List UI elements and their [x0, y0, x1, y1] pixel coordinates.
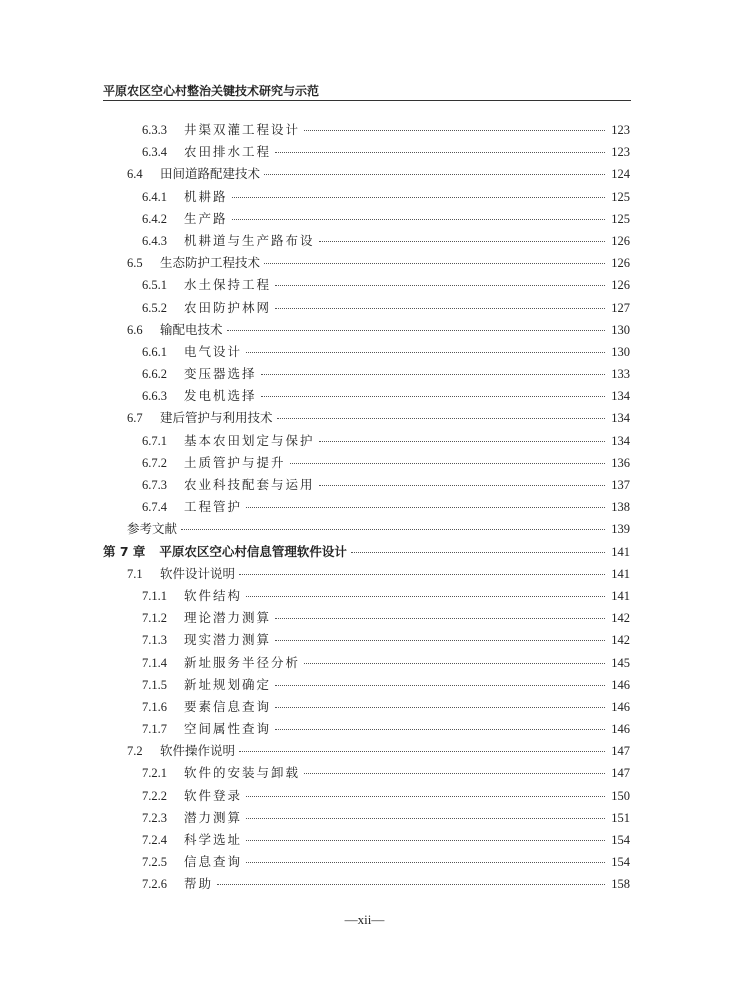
- toc-entry-page: 126: [611, 278, 630, 293]
- toc-entry-page: 124: [611, 167, 630, 182]
- toc-entry-number: 6.5: [127, 256, 143, 271]
- dot-leader: [264, 174, 605, 175]
- toc-entry-number: 6.7.1: [142, 433, 167, 448]
- toc-entry-page: 142: [611, 611, 630, 626]
- toc-entry-number: 6.6.1: [142, 344, 167, 359]
- dot-leader: [319, 241, 605, 242]
- dot-leader: [275, 685, 605, 686]
- toc-entry[interactable]: [103, 608, 630, 630]
- toc-entry-page: 154: [611, 855, 630, 870]
- dot-leader: [261, 396, 605, 397]
- toc-entry[interactable]: [103, 741, 630, 763]
- dot-leader: [304, 130, 605, 131]
- toc-entry-title: 农田防护林网: [184, 299, 272, 315]
- toc-entry[interactable]: [103, 253, 630, 275]
- toc-entry-number: 6.6: [127, 322, 143, 337]
- toc-entry-title: 现实潜力测算: [184, 632, 272, 648]
- dot-leader: [217, 884, 605, 885]
- toc-entry-page: 141: [611, 566, 630, 581]
- toc-entry-number: 7.1.2: [142, 611, 167, 626]
- toc-entry-number: 7.1.3: [142, 633, 167, 648]
- toc-entry-title: 生产路: [184, 210, 228, 226]
- dot-leader: [239, 751, 605, 752]
- dot-leader: [275, 285, 605, 286]
- toc-entry-title: 基本农田划定与保护: [184, 432, 315, 448]
- toc-entry[interactable]: [103, 763, 630, 785]
- toc-entry-title: 理论潜力测算: [184, 610, 272, 626]
- toc-entry[interactable]: [103, 209, 630, 231]
- toc-entry-number: 6.7.3: [142, 478, 167, 492]
- toc-entry-title: 软件设计说明: [160, 565, 236, 581]
- dot-leader: [232, 197, 605, 198]
- toc-entry[interactable]: [103, 653, 630, 675]
- toc-entry-page: 126: [611, 256, 630, 271]
- toc-entry-title: 帮助: [184, 876, 214, 892]
- toc-entry-number: 6.6.2: [142, 367, 167, 382]
- toc-entry-title: 信息查询: [184, 854, 243, 870]
- book-title: 平原农区空心村整治关键技术研究与示范: [103, 84, 320, 98]
- toc-entry[interactable]: [103, 830, 630, 852]
- toc-entry-title: 建后管护与利用技术: [160, 410, 273, 426]
- toc-entry-page: 137: [611, 478, 630, 492]
- toc-entry-page: 151: [611, 810, 630, 825]
- toc-entry-number: 7.1.4: [142, 655, 167, 670]
- toc-entry-number: 7.2.3: [142, 810, 167, 825]
- toc-entry[interactable]: [103, 497, 630, 519]
- dot-leader: [275, 618, 605, 619]
- dot-leader: [277, 418, 605, 419]
- toc-entry-title: 参考文献: [127, 521, 178, 537]
- toc-entry-page: 125: [611, 189, 630, 204]
- dot-leader: [227, 330, 605, 331]
- toc-entry[interactable]: [103, 630, 630, 652]
- toc-entry-number: 6.7.4: [142, 500, 167, 515]
- toc-entry-page: 150: [611, 788, 630, 803]
- toc-entry-title: 农田排水工程: [184, 144, 272, 160]
- toc-entry[interactable]: [103, 386, 630, 408]
- dot-leader: [246, 818, 605, 819]
- toc-entry-number: 7.1.1: [142, 588, 167, 603]
- toc-entry[interactable]: [103, 231, 630, 253]
- toc-entry-number: 6.5.2: [142, 300, 167, 315]
- dot-leader: [246, 840, 605, 841]
- toc-entry-number: 第 7 章: [103, 543, 146, 559]
- toc-entry-page: 158: [611, 877, 630, 892]
- toc-entry-number: 7.1.5: [142, 677, 167, 692]
- toc-entry-number: 6.3.4: [142, 145, 167, 160]
- toc-entry-title: 要素信息查询: [184, 698, 272, 714]
- toc-entry-page: 125: [611, 211, 630, 226]
- toc-entry-title: 水土保持工程: [184, 277, 272, 293]
- toc-entry[interactable]: [103, 808, 630, 830]
- toc-entry-number: 6.7.2: [142, 455, 167, 470]
- toc-entry[interactable]: [103, 342, 630, 364]
- toc-entry-page: 127: [611, 300, 630, 315]
- toc-entry[interactable]: [103, 719, 630, 741]
- toc-entry-page: 146: [611, 677, 630, 692]
- toc-chapter-entry[interactable]: [103, 542, 630, 564]
- toc-entry-page: 134: [611, 433, 630, 448]
- toc-entry-title: 井渠双灌工程设计: [184, 122, 301, 137]
- toc-entry-number: 6.4.3: [142, 233, 167, 248]
- toc-entry[interactable]: [103, 431, 630, 453]
- toc-entry-title: 潜力测算: [184, 809, 243, 825]
- dot-leader: [275, 729, 605, 730]
- toc-entry-title: 工程管护: [184, 499, 243, 515]
- toc-entry-page: 136: [611, 455, 630, 470]
- dot-leader: [351, 552, 605, 553]
- toc-entry-title: 电气设计: [184, 343, 243, 359]
- toc-entry-page: 142: [611, 633, 630, 648]
- toc-entry[interactable]: [103, 475, 630, 497]
- toc-entry-number: 6.7: [127, 411, 143, 426]
- toc-entry-number: 7.2.5: [142, 855, 167, 870]
- toc-entry-title: 新址服务半径分析: [184, 654, 301, 670]
- toc-entry-page: 134: [611, 389, 630, 404]
- dot-leader: [246, 507, 605, 508]
- toc-entry[interactable]: [103, 408, 630, 430]
- toc-entry-number: 6.5.1: [142, 278, 167, 293]
- toc-entry-page: 139: [611, 522, 630, 537]
- toc-entry-number: 7.2.2: [142, 788, 167, 803]
- toc-entry[interactable]: [103, 364, 630, 386]
- toc-entry-page: 145: [611, 655, 630, 670]
- toc-entry-title: 机耕道与生产路布设: [184, 232, 315, 248]
- toc-entry-number: 7.2: [127, 744, 143, 759]
- toc-entry-page: 126: [611, 233, 630, 248]
- toc-entry[interactable]: [103, 675, 630, 697]
- dot-leader: [232, 219, 605, 220]
- page-number: —xii—: [344, 912, 385, 927]
- toc-entry-page: 123: [611, 123, 630, 137]
- toc-entry-title: 软件结构: [184, 587, 243, 603]
- toc-entry-title: 机耕路: [184, 188, 228, 204]
- table-of-contents: [103, 120, 630, 897]
- toc-entry-title: 发电机选择: [184, 388, 257, 404]
- toc-entry-page: 130: [611, 322, 630, 337]
- toc-entry[interactable]: [103, 586, 630, 608]
- toc-entry-title: 农业科技配套与运用: [184, 477, 315, 492]
- dot-leader: [261, 374, 605, 375]
- toc-entry[interactable]: [103, 786, 630, 808]
- dot-leader: [304, 663, 605, 664]
- toc-entry-page: 146: [611, 699, 630, 714]
- toc-entry[interactable]: [103, 519, 630, 541]
- toc-entry-page: 154: [611, 833, 630, 847]
- dot-leader: [239, 574, 605, 575]
- toc-entry-title: 软件的安装与卸载: [184, 765, 301, 781]
- toc-entry[interactable]: [103, 298, 630, 320]
- toc-entry-page: 147: [611, 766, 630, 781]
- dot-leader: [264, 263, 605, 264]
- toc-entry-page: 130: [611, 344, 630, 359]
- dot-leader: [319, 485, 605, 486]
- dot-leader: [246, 862, 605, 863]
- toc-entry-page: 133: [611, 367, 630, 382]
- dot-leader: [275, 308, 605, 309]
- toc-entry-number: 6.4.1: [142, 189, 167, 204]
- toc-entry[interactable]: [103, 852, 630, 874]
- dot-leader: [304, 773, 605, 774]
- toc-entry-number: 6.4.2: [142, 211, 167, 226]
- toc-entry-page: 138: [611, 500, 630, 515]
- toc-entry-number: 7.2.4: [142, 833, 167, 847]
- dot-leader: [246, 796, 605, 797]
- toc-entry[interactable]: [103, 453, 630, 475]
- toc-entry[interactable]: [103, 164, 630, 186]
- dot-leader: [181, 529, 605, 530]
- toc-entry-page: 123: [611, 145, 630, 160]
- toc-entry-title: 土质管护与提升: [184, 454, 286, 470]
- toc-entry-number: 7.2.6: [142, 877, 167, 892]
- toc-entry[interactable]: [103, 275, 630, 297]
- dot-leader: [290, 463, 605, 464]
- dot-leader: [275, 640, 605, 641]
- toc-entry-title: 科学选址: [184, 832, 243, 847]
- toc-entry-title: 软件登录: [184, 787, 243, 803]
- toc-entry[interactable]: [103, 697, 630, 719]
- toc-entry-title: 生态防护工程技术: [160, 255, 261, 271]
- toc-entry-title: 变压器选择: [184, 366, 257, 382]
- dot-leader: [275, 152, 605, 153]
- toc-entry-number: 7.1.6: [142, 699, 167, 714]
- running-header: [103, 80, 631, 101]
- toc-entry[interactable]: [103, 142, 630, 164]
- toc-entry-title: 空间属性查询: [184, 721, 272, 737]
- toc-entry-page: 147: [611, 744, 630, 759]
- toc-entry-page: 134: [611, 411, 630, 426]
- toc-entry-number: 6.3.3: [142, 123, 167, 137]
- toc-entry-number: 7.2.1: [142, 766, 167, 781]
- toc-entry-page: 141: [611, 588, 630, 603]
- dot-leader: [246, 352, 605, 353]
- toc-entry-number: 6.4: [127, 167, 143, 182]
- toc-entry[interactable]: [103, 564, 630, 586]
- dot-leader: [275, 707, 605, 708]
- dot-leader: [319, 441, 605, 442]
- toc-entry-title: 软件操作说明: [160, 743, 236, 759]
- toc-entry[interactable]: [103, 320, 630, 342]
- toc-entry[interactable]: [103, 187, 630, 209]
- toc-entry-title: 输配电技术: [160, 321, 223, 337]
- toc-entry-number: 6.6.3: [142, 389, 167, 404]
- toc-entry-number: 7.1.7: [142, 722, 167, 737]
- toc-entry-title: 新址规划确定: [184, 676, 272, 692]
- toc-entry[interactable]: [103, 874, 630, 896]
- toc-entry[interactable]: [103, 120, 630, 142]
- dot-leader: [246, 596, 605, 597]
- toc-entry-number: 7.1: [127, 566, 143, 581]
- toc-entry-page: 141: [611, 544, 630, 559]
- toc-entry-page: 146: [611, 722, 630, 737]
- toc-entry-title: 田间道路配建技术: [160, 166, 261, 182]
- toc-entry-title: 平原农区空心村信息管理软件设计: [159, 543, 347, 559]
